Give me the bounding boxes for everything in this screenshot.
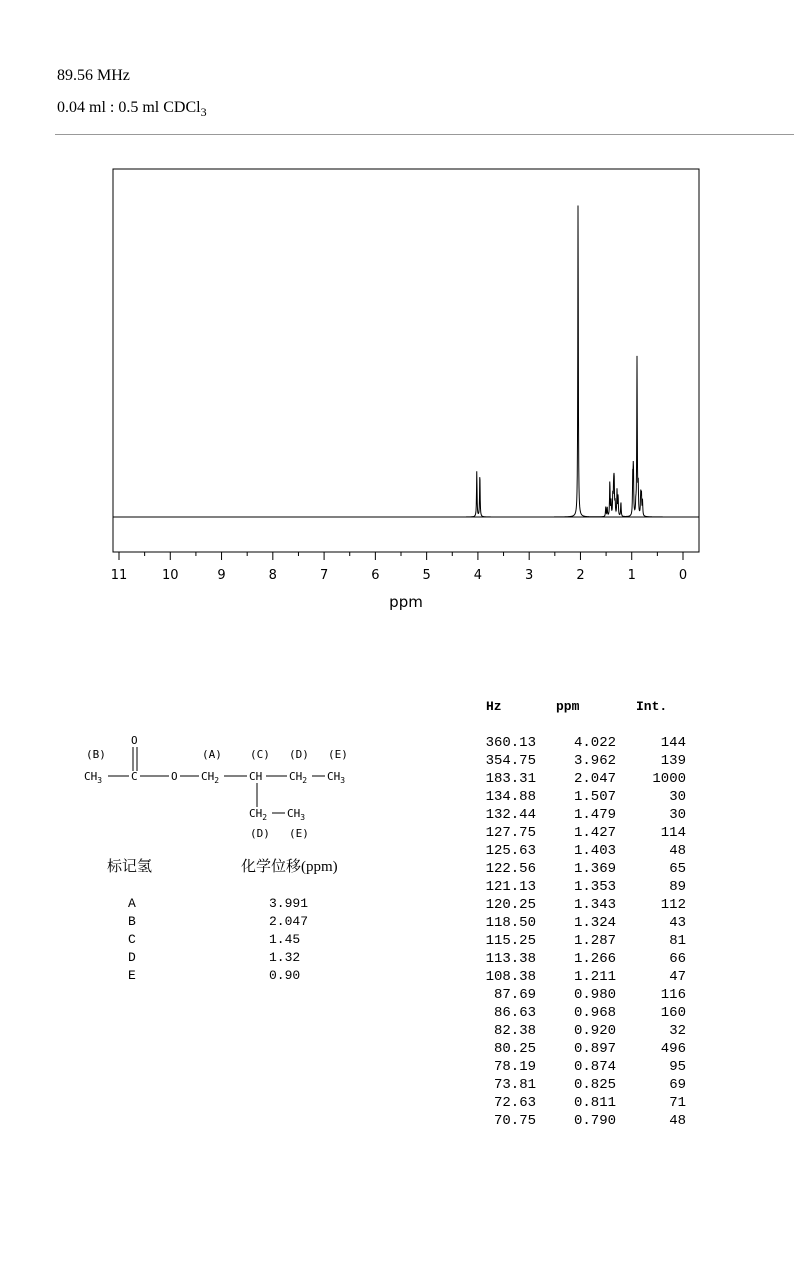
branch-ch2-ch: CH: [249, 807, 263, 820]
peak-ppm: 1.324: [573, 915, 616, 931]
peak-hz: 118.50: [485, 915, 536, 931]
peak-int: 30: [669, 789, 686, 805]
x-tick-label-0: 0: [678, 568, 688, 583]
ester-oxygen: O: [171, 770, 178, 783]
peak-ppm: 0.920: [573, 1023, 616, 1039]
peak-hz: 113.38: [485, 951, 536, 967]
peak-ppm: 0.790: [573, 1113, 616, 1129]
assignment-shift: 2.047: [269, 914, 309, 929]
ch3-e: [327, 770, 345, 785]
peak-int: 47: [669, 969, 686, 985]
peak-hz: 87.69: [493, 987, 536, 1003]
ch-c: CH: [249, 770, 263, 783]
peak-ppm: 1.353: [573, 879, 616, 895]
x-tick-label-9: 9: [217, 568, 226, 583]
peak-ppm: 1.403: [573, 843, 616, 859]
ch3-left-ch: CH: [84, 770, 98, 783]
x-axis-label: ppm: [389, 593, 423, 611]
assignment-label-header: 标记氢: [107, 859, 153, 875]
spectrometer-frequency: 89.56 MHz: [57, 67, 130, 84]
peak-int: 112: [660, 897, 686, 913]
assignment-label: D: [128, 950, 136, 965]
ch2-a: [201, 770, 219, 785]
peak-ppm: 1.479: [573, 807, 616, 823]
branch-ch3: [287, 807, 305, 822]
branch-ch2-sub: 2: [262, 813, 268, 822]
peak-hz: 125.63: [485, 843, 536, 859]
peak-hz: 73.81: [493, 1077, 536, 1093]
peak-header-hz: Hz: [486, 699, 502, 714]
branch-ch3-sub: 3: [300, 813, 306, 822]
ch3-e-sub: 3: [340, 776, 346, 785]
ch3-e-ch: CH: [327, 770, 341, 783]
peak-int: 160: [660, 1005, 686, 1021]
label-E-bottom: (E): [289, 827, 309, 840]
peak-int: 81: [669, 933, 686, 949]
ch3-left: [84, 770, 102, 785]
peak-hz: 122.56: [485, 861, 536, 877]
peak-int: 66: [669, 951, 686, 967]
assignment-label: E: [128, 968, 136, 983]
peak-header-int: Int.: [636, 699, 668, 714]
label-B: (B): [86, 748, 106, 761]
peak-int: 116: [660, 987, 686, 1003]
peak-ppm: 0.968: [573, 1005, 616, 1021]
peak-ppm: 4.022: [573, 735, 616, 751]
x-tick-label-8: 8: [268, 568, 277, 583]
peak-ppm: 0.897: [573, 1041, 616, 1057]
assignment-shift: 1.32: [269, 950, 301, 965]
solvent-text: 0.04 ml : 0.5 ml CDCl: [57, 99, 201, 116]
x-tick-label-5: 5: [422, 568, 431, 583]
peak-hz: 86.63: [493, 1005, 536, 1021]
x-tick-label-4: 4: [473, 568, 483, 583]
peak-int: 95: [669, 1059, 686, 1075]
solvent-subscript: 3: [200, 105, 207, 120]
peak-int: 144: [660, 735, 686, 751]
peak-int: 71: [669, 1095, 686, 1111]
peak-hz: 134.88: [485, 789, 536, 805]
peak-hz: 80.25: [493, 1041, 536, 1057]
peak-int: 48: [669, 1113, 686, 1129]
branch-ch2: [249, 807, 267, 822]
peak-hz: 108.38: [485, 969, 536, 985]
peak-hz: 127.75: [485, 825, 536, 841]
assignment-shift: 3.991: [269, 896, 309, 911]
assignment-shift: 1.45: [269, 932, 301, 947]
peak-hz: 78.19: [493, 1059, 536, 1075]
peak-hz: 82.38: [493, 1023, 536, 1039]
assignment-label: A: [128, 896, 136, 911]
x-tick-label-3: 3: [525, 568, 534, 583]
peak-int: 69: [669, 1077, 686, 1093]
peak-int: 30: [669, 807, 686, 823]
peak-ppm: 0.811: [573, 1095, 616, 1111]
ch2-d-ch: CH: [289, 770, 303, 783]
peak-hz: 132.44: [485, 807, 536, 823]
assignment-label: C: [128, 932, 136, 947]
x-tick-label-2: 2: [576, 568, 585, 583]
peak-hz: 120.25: [485, 897, 536, 913]
ch3-left-sub: 3: [97, 776, 103, 785]
assignment-shift-header: 化学位移(ppm): [241, 859, 338, 875]
carbonyl-oxygen: O: [131, 734, 138, 747]
ch2-a-ch: CH: [201, 770, 215, 783]
assignment-label: B: [128, 914, 136, 929]
peak-int: 496: [660, 1041, 686, 1057]
ch2-a-sub: 2: [214, 776, 220, 785]
x-tick-label-6: 6: [371, 568, 380, 583]
peak-ppm: 2.047: [573, 771, 616, 787]
x-tick-label-7: 7: [319, 568, 329, 583]
peak-hz: 121.13: [485, 879, 536, 895]
peak-hz: 360.13: [485, 735, 536, 751]
x-tick-label-1: 1: [627, 568, 636, 583]
peak-ppm: 1.287: [573, 933, 616, 949]
peak-int: 1000: [652, 771, 686, 787]
label-A: (A): [202, 748, 222, 761]
peak-ppm: 1.369: [573, 861, 616, 877]
peak-hz: 183.31: [485, 771, 536, 787]
x-tick-label-10: 10: [161, 568, 179, 583]
peak-int: 48: [669, 843, 686, 859]
peak-ppm: 1.507: [573, 789, 616, 805]
peak-int: 32: [669, 1023, 686, 1039]
label-D-top: (D): [289, 748, 309, 761]
ch2-d-sub: 2: [302, 776, 308, 785]
x-tick-label-11: 11: [110, 568, 128, 583]
peak-ppm: 1.266: [573, 951, 616, 967]
peak-hz: 72.63: [493, 1095, 536, 1111]
carbon-c: C: [131, 770, 138, 783]
peak-int: 114: [660, 825, 686, 841]
ch2-d: [289, 770, 307, 785]
label-C: (C): [250, 748, 270, 761]
label-D-bottom: (D): [250, 827, 270, 840]
branch-ch3-ch: CH: [287, 807, 301, 820]
peak-header-ppm: ppm: [556, 699, 580, 714]
peak-ppm: 1.427: [573, 825, 616, 841]
peak-hz: 115.25: [485, 933, 536, 949]
peak-ppm: 0.980: [573, 987, 616, 1003]
peak-int: 89: [669, 879, 686, 895]
peak-ppm: 0.874: [573, 1059, 616, 1075]
peak-int: 139: [660, 753, 686, 769]
peak-ppm: 1.343: [573, 897, 616, 913]
peak-ppm: 0.825: [573, 1077, 616, 1093]
peak-ppm: 1.211: [573, 969, 616, 985]
peak-int: 43: [669, 915, 686, 931]
label-E-top: (E): [328, 748, 348, 761]
peak-int: 65: [669, 861, 686, 877]
peak-ppm: 3.962: [573, 753, 616, 769]
peak-hz: 354.75: [485, 753, 536, 769]
assignment-shift: 0.90: [269, 968, 301, 983]
peak-hz: 70.75: [493, 1113, 536, 1129]
